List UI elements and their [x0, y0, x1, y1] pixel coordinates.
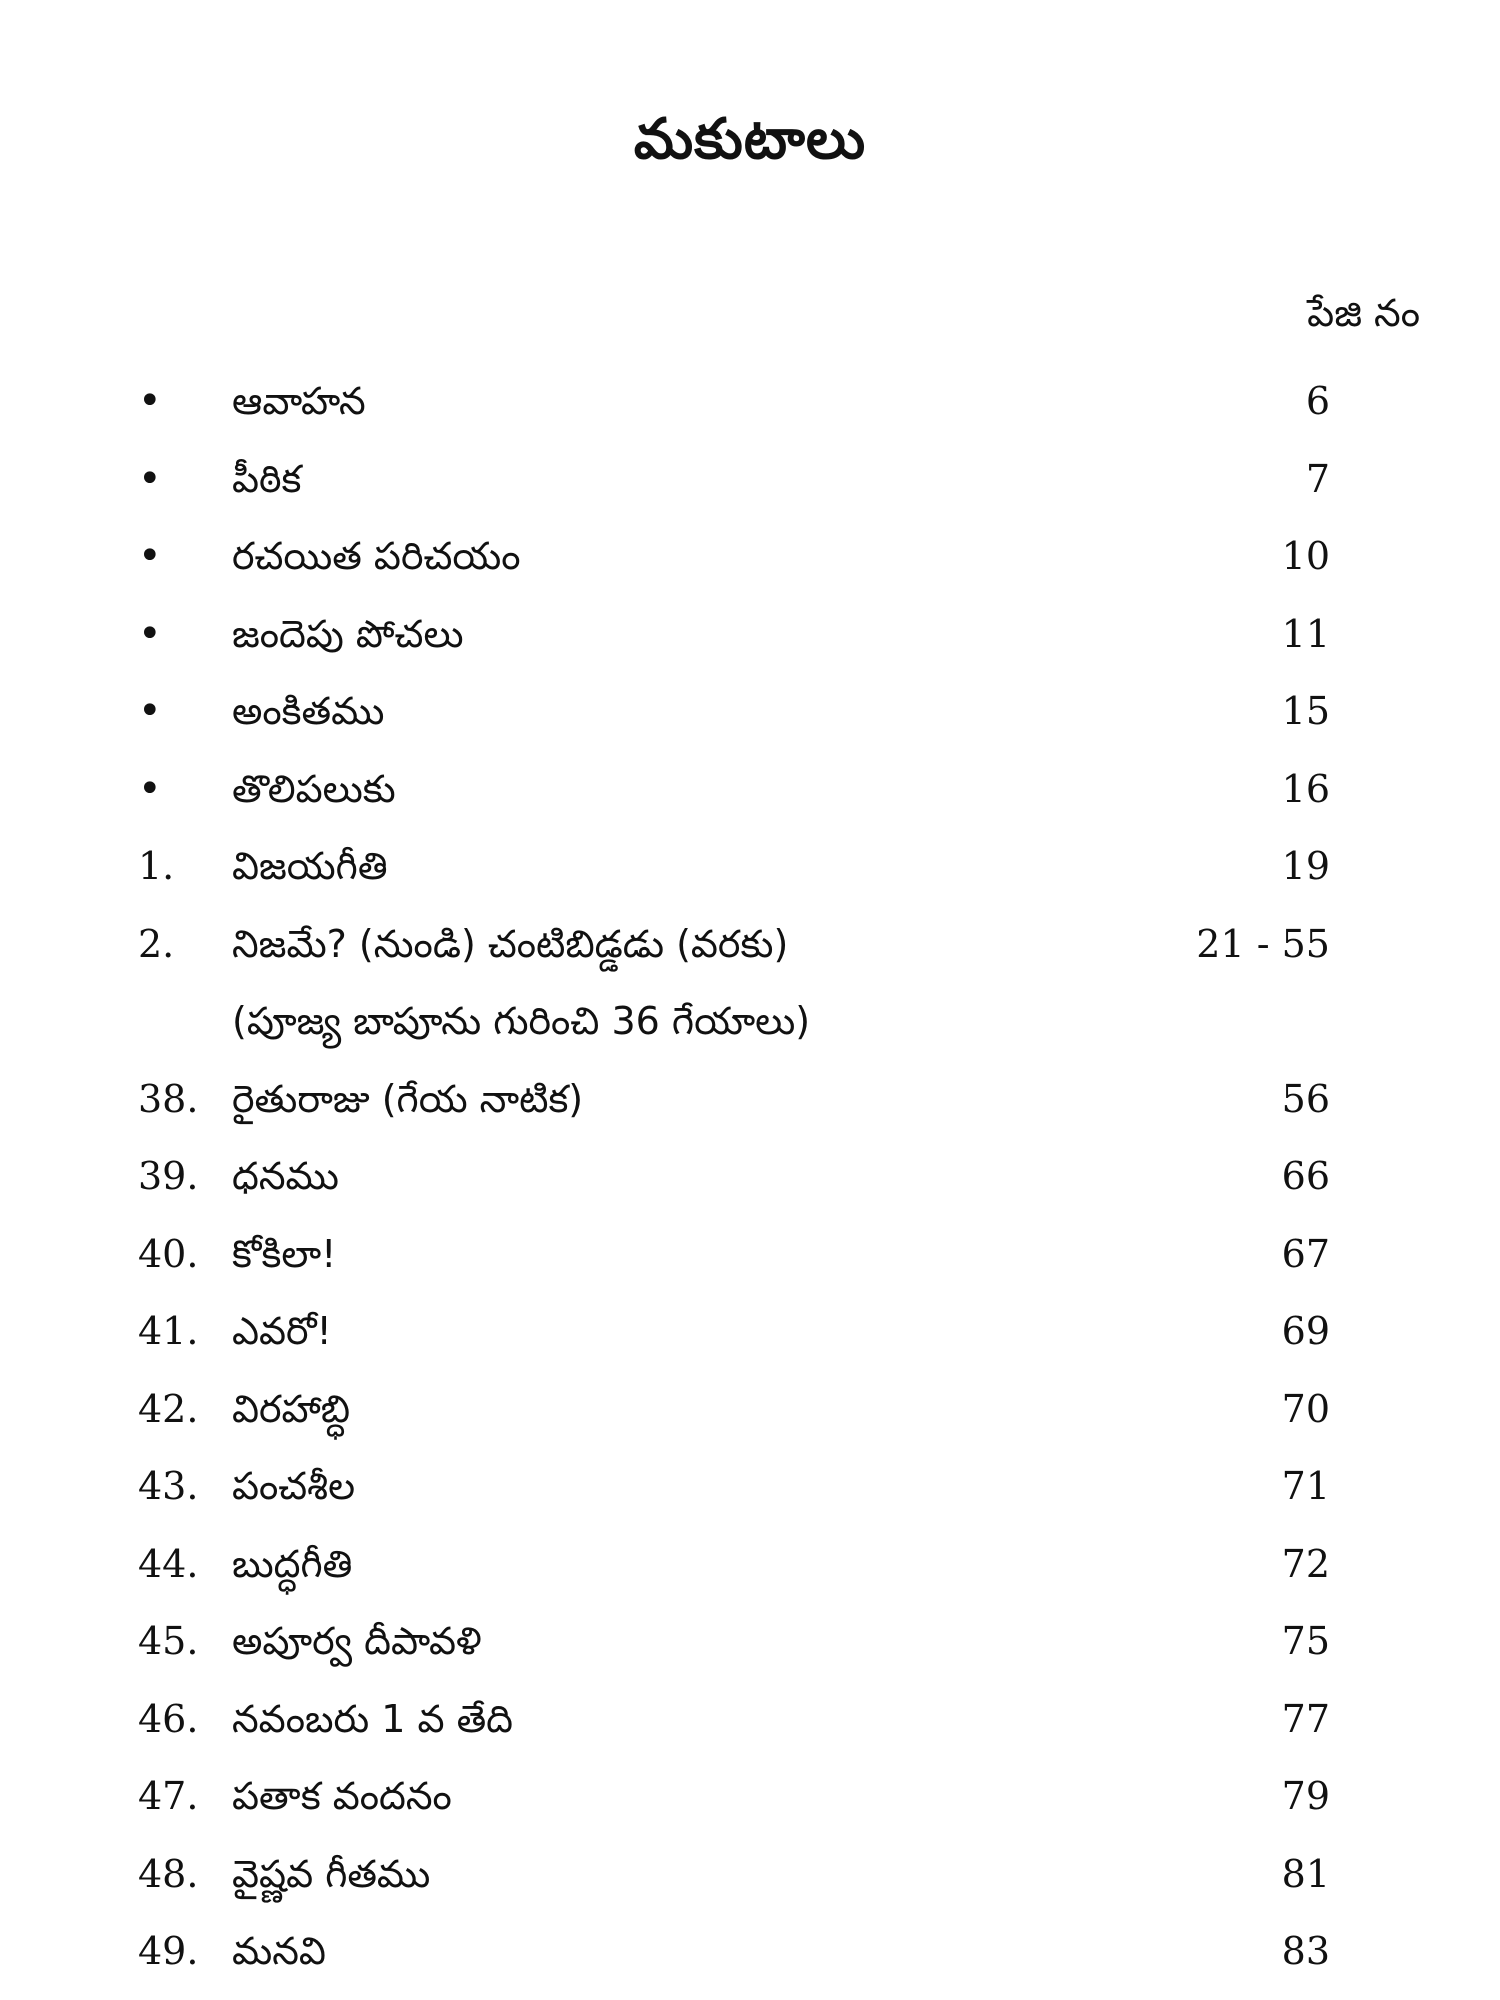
entry-page-number: 77: [1281, 1696, 1330, 1741]
entry-number: 38.: [138, 1076, 199, 1121]
entry-title: అపూర్వ దీపావళి: [232, 1619, 482, 1663]
entry-page-number: 10: [1281, 534, 1330, 578]
entry-title: ధనము: [232, 1154, 339, 1198]
entry-title: విజయగీతి: [232, 844, 388, 888]
page-number-column-header: పేజి నం: [1307, 291, 1420, 335]
toc-entry: [0, 905, 1500, 983]
entry-page-number: 71: [1281, 1464, 1330, 1508]
entry-page-number: 83: [1281, 1929, 1330, 1973]
entry-number: 39.: [138, 1154, 199, 1198]
entry-page-number: 72: [1281, 1541, 1330, 1586]
bullet-marker: •: [138, 533, 162, 579]
entry-title: వైష్ణవ గీతము: [232, 1851, 431, 1896]
bullet-marker: •: [138, 455, 162, 502]
entry-title: బుద్ధగీతి: [232, 1541, 353, 1586]
bullet-marker: •: [138, 610, 162, 657]
toc-entry: [0, 1137, 1500, 1215]
toc-entry: [0, 1912, 1500, 1990]
bullet-marker: •: [138, 765, 162, 812]
entry-number: 43.: [138, 1464, 199, 1508]
entry-title: ఆవాహన: [232, 379, 366, 423]
toc-entry: [0, 595, 1500, 673]
toc-entry: [0, 982, 1500, 1060]
toc-entry: [0, 1757, 1500, 1835]
toc-entry: [0, 1602, 1500, 1680]
entry-title: పతాక వందనం: [232, 1774, 452, 1818]
entry-title: పీఠిక: [232, 456, 302, 501]
entry-number: 46.: [138, 1696, 199, 1741]
entry-page-number: 11: [1281, 611, 1330, 656]
toc-entry: [0, 517, 1500, 595]
entry-number: 45.: [138, 1619, 199, 1663]
entry-page-number: 7: [1305, 456, 1330, 501]
toc-entry: [0, 1060, 1500, 1138]
entry-page-number: 66: [1281, 1154, 1330, 1198]
entry-title: (పూజ్య బాపూను గురించి 36 గేయాలు): [232, 999, 811, 1043]
toc-entry: [0, 827, 1500, 905]
toc-entry: [0, 750, 1500, 828]
table-of-contents: [0, 362, 1500, 1990]
entry-page-number: 15: [1281, 689, 1330, 733]
entry-page-number: 81: [1281, 1851, 1330, 1896]
toc-entry: [0, 1680, 1500, 1758]
entry-title: రచయిత పరిచయం: [232, 534, 521, 578]
toc-entry: [0, 672, 1500, 750]
entry-page-number: 79: [1281, 1774, 1330, 1818]
entry-number: 41.: [138, 1309, 199, 1353]
entry-page-number: 75: [1281, 1619, 1330, 1663]
entry-title: నిజమే? (నుండి) చంటిబిడ్డడు (వరకు): [232, 921, 789, 966]
bullet-marker: •: [138, 378, 162, 424]
toc-entry: [0, 1215, 1500, 1293]
entry-title: రైతురాజు (గేయ నాటిక): [232, 1076, 584, 1121]
entry-number: 44.: [138, 1541, 199, 1586]
entry-title: విరహాబ్ధి: [232, 1386, 351, 1431]
entry-title: పంచశీల: [232, 1464, 356, 1508]
entry-number: 1.: [138, 844, 175, 888]
entry-title: తొలిపలుకు: [232, 766, 396, 811]
entry-page-number: 6: [1305, 379, 1330, 423]
entry-title: జందెపు పోచలు: [232, 611, 464, 656]
entry-title: ఎవరో!: [232, 1309, 332, 1353]
entry-title: మనవి: [232, 1929, 326, 1973]
entry-number: 40.: [138, 1231, 199, 1276]
toc-entry: [0, 1370, 1500, 1448]
entry-number: 48.: [138, 1851, 199, 1896]
entry-page-number: 69: [1281, 1309, 1330, 1353]
bullet-marker: •: [138, 688, 162, 734]
toc-entry: [0, 1292, 1500, 1370]
toc-entry: [0, 362, 1500, 440]
entry-page-number: 67: [1281, 1231, 1330, 1276]
entry-page-number: 21 - 55: [1196, 921, 1330, 966]
entry-title: అంకితము: [232, 689, 385, 733]
entry-page-number: 56: [1281, 1076, 1330, 1121]
entry-number: 42.: [138, 1386, 199, 1431]
entry-page-number: 19: [1281, 844, 1330, 888]
entry-number: 2.: [138, 921, 175, 966]
entry-number: 47.: [138, 1774, 199, 1818]
toc-entry: [0, 1447, 1500, 1525]
entry-title: నవంబరు 1 వ తేది: [232, 1696, 513, 1741]
entry-page-number: 70: [1281, 1386, 1330, 1431]
toc-entry: [0, 440, 1500, 518]
entry-number: 49.: [138, 1929, 199, 1973]
page-title: మకుటాలు: [633, 106, 867, 172]
entry-page-number: 16: [1281, 766, 1330, 811]
toc-entry: [0, 1525, 1500, 1603]
entry-title: కోకిలా!: [232, 1231, 337, 1276]
toc-entry: [0, 1835, 1500, 1913]
